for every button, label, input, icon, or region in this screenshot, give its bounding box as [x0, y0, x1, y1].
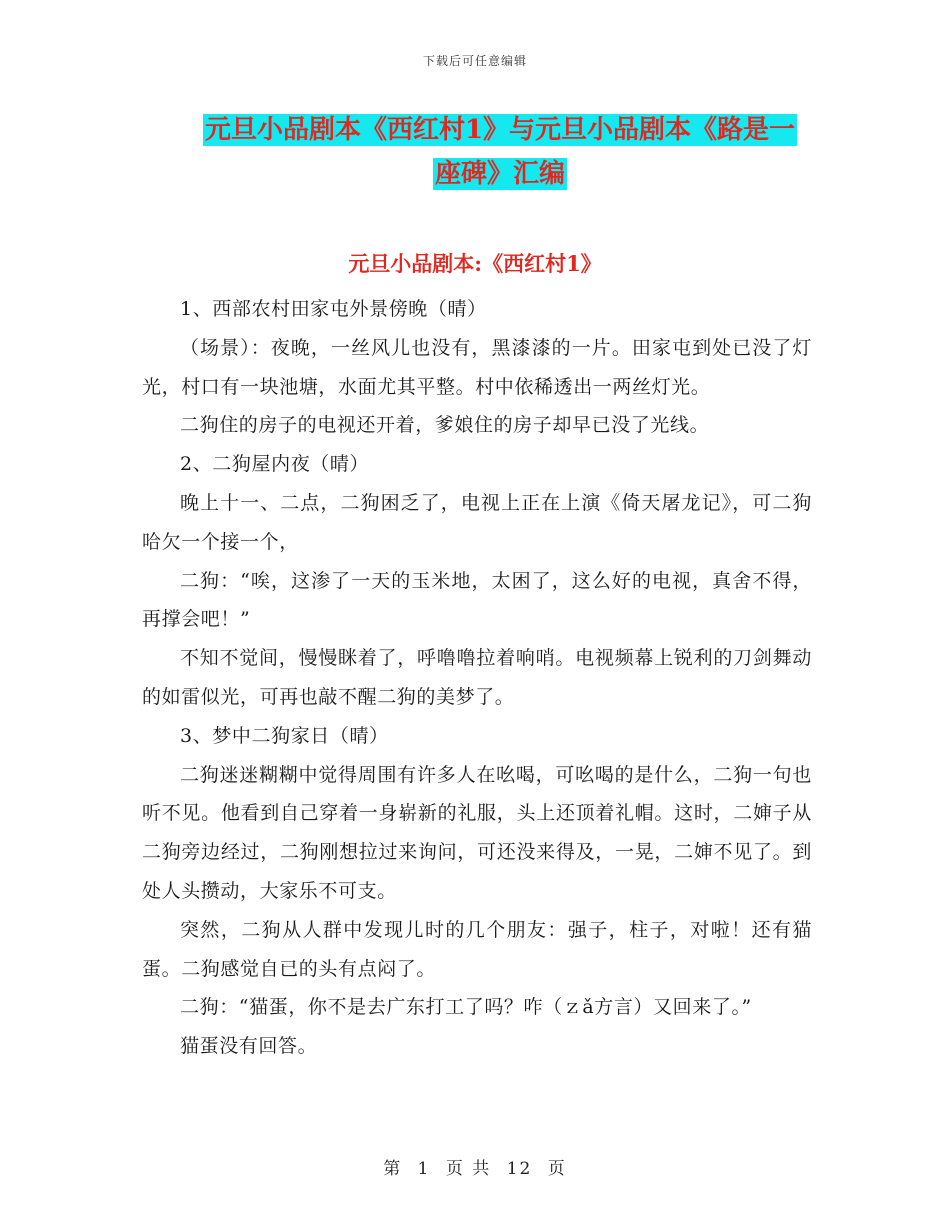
body-text	[142, 290, 812, 1066]
footer-middle: 页 共	[445, 1159, 492, 1179]
paragraph: 突然，二狗从人群中发现儿时的几个朋友：强子，柱子，对啦！还有猫蛋。二狗感觉自已的头有点闷了。	[142, 918, 812, 980]
paragraph-scene-3-heading: 3、梦中二狗家日（晴）	[180, 724, 389, 747]
paragraph-scene-1-heading: 1、西部农村田家屯外景傍晚（晴）	[180, 298, 487, 320]
document-title-line-1: 元旦小品剧本《西红村1》与元旦小品剧本《路是一	[204, 115, 796, 145]
document-title	[190, 108, 810, 196]
header-note: 下载后可任意编辑	[422, 54, 527, 68]
footer-prefix: 第	[383, 1159, 403, 1179]
page-footer	[0, 1154, 950, 1179]
paragraph-scene-2-heading: 2、二狗屋内夜（晴）	[180, 453, 370, 476]
paragraph: 二狗住的房子的电视还开着，爹娘住的房子却早已没了光线。	[180, 414, 710, 437]
paragraph-dialogue: 二狗：“猫蛋，你不是去广东打工了吗？咋（ｚǎ方言）又回来了。”	[180, 996, 752, 1019]
paragraph: 不知不觉间，慢慢眯着了，呼噜噜拉着响哨。电视频幕上锐利的刀剑舞动的如雷似光，可再也敲不醒二狗的美梦了。	[142, 647, 812, 708]
document-title-line-2: 座碑》汇编	[434, 159, 565, 189]
paragraph-scene-description: （场景）：夜晚，一丝风儿也没有，黑漆漆的一片。田家屯到处已没了灯光，村口有一块池塘，水面尤其平整。村中依稀透出一两丝灯光。	[142, 336, 812, 398]
paragraph-dialogue: 二狗：“唉，这渗了一天的玉米地，太困了，这么好的电视，真舍不得，再撑会吧！”	[142, 569, 812, 631]
footer-page-number: 1	[417, 1159, 431, 1179]
paragraph: 晚上十一、二点，二狗困乏了，电视上正在上演《倚天屠龙记》，可二狗哈欠一个接一个，	[142, 491, 812, 553]
paragraph: 猫蛋没有回答。	[180, 1035, 318, 1058]
paragraph: 二狗迷迷糊糊中觉得周围有许多人在吆喝，可吆喝的是什么，二狗一句也听不见。他看到自己穿着一身崭新的礼服，头上还顶着礼帽。这时，二婶子从二狗旁边经过，二狗刚想拉过来询问，可还没来得及，一晃，二婶不见了。到处人头攒动，大家乐不可支。	[142, 763, 812, 902]
footer-total-pages: 12	[506, 1159, 533, 1179]
section-title: 元旦小品剧本:《西红村1》	[348, 251, 602, 276]
footer-suffix: 页	[547, 1159, 567, 1179]
